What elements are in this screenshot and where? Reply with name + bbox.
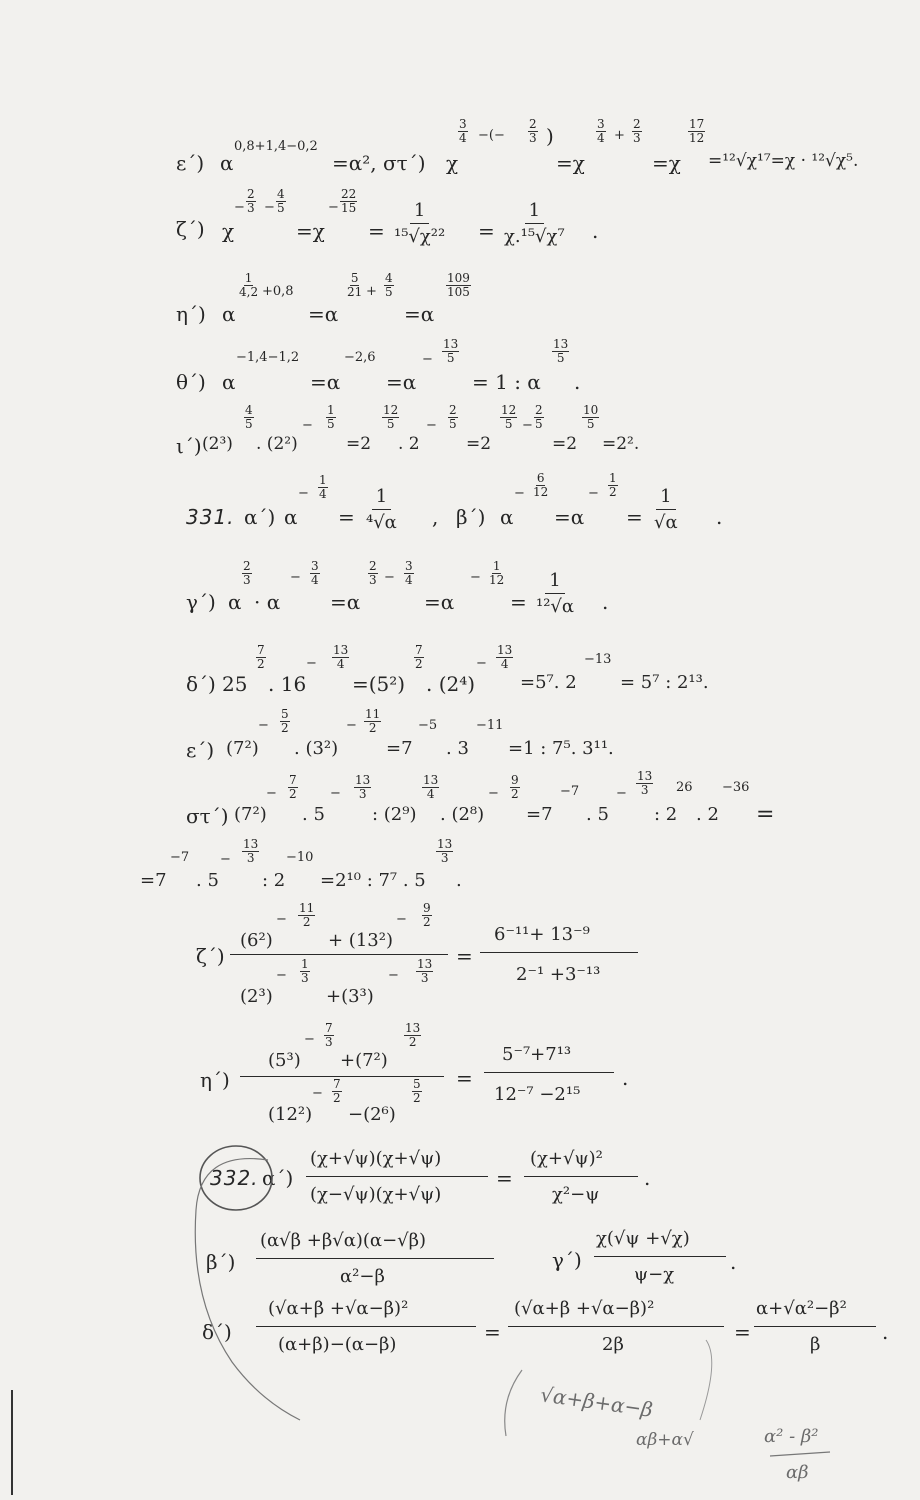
exponent-fraction: 5 2: [413, 1077, 421, 1106]
fraction-left: [230, 900, 450, 1007]
item-label: ζ΄): [176, 217, 205, 241]
exponent-fraction: 109 105: [447, 271, 470, 300]
exponent-fraction: 2 3: [529, 117, 537, 146]
fraction-bar: [230, 954, 448, 955]
exponent-fraction: 2 3: [369, 559, 377, 588]
period: .: [592, 219, 599, 243]
result: =α: [554, 505, 585, 529]
fraction-bar: [480, 952, 638, 953]
result: =χ: [652, 151, 681, 175]
operator: +: [366, 284, 377, 299]
exponent-fraction: 7 2: [415, 643, 423, 672]
term: . 2: [696, 804, 719, 825]
operator: −: [290, 570, 301, 585]
exponent: −11: [476, 718, 504, 733]
fraction: $\frac{1}{\text{¹²√α}}$: [536, 570, 575, 617]
exponent: −36: [722, 780, 750, 795]
exponent-fraction: 5 2: [281, 707, 289, 736]
exponent-fraction: 5 21: [347, 271, 363, 300]
term: =(5²): [352, 672, 406, 696]
operator: −(−: [478, 128, 505, 143]
exponent-tail: +0,8: [262, 284, 294, 299]
item-label: στ΄): [186, 804, 229, 828]
equals: =: [456, 1066, 473, 1090]
exponent-fraction: 13 3: [243, 837, 259, 866]
numerator: (√α+β +√α−β)²: [268, 1298, 409, 1319]
item-label: ζ΄): [196, 944, 225, 968]
fraction-bar: [508, 1326, 724, 1327]
fraction-bar: [256, 1326, 476, 1327]
exponent-fraction: 3 4: [459, 117, 467, 146]
exponent-fraction: 3 4: [597, 117, 605, 146]
operator: −: [298, 486, 309, 501]
exponent-fraction: 13 4: [423, 773, 439, 802]
exponent-fraction: 12 5: [501, 403, 517, 432]
exponent-fraction: 6 12: [533, 471, 549, 500]
fraction-right: [524, 1148, 640, 1214]
exponent-fraction: 13 3: [437, 837, 453, 866]
exponent-fraction: 7 2: [333, 1077, 341, 1106]
term: . (3²): [294, 738, 339, 759]
fraction-bar: [524, 1176, 638, 1177]
operator: −: [312, 1086, 323, 1101]
term: (2³): [240, 986, 273, 1007]
exponent-fraction: 12 5: [383, 403, 399, 432]
term: =7: [526, 804, 553, 825]
operator: −: [304, 1032, 315, 1047]
term: : (2⁹): [372, 804, 417, 825]
item-label: γ΄): [186, 590, 216, 614]
period: .: [882, 1320, 889, 1344]
exponent: −5: [418, 718, 438, 733]
equals: =: [484, 1320, 501, 1344]
result: =χ: [296, 219, 325, 243]
exponent: 0,8+1,4−0,2: [234, 139, 318, 154]
base: χ: [222, 219, 235, 243]
base: α: [222, 302, 236, 326]
result: =1 : 7⁵. 3¹¹.: [508, 738, 614, 759]
term: =2: [466, 434, 492, 454]
result: =χ: [556, 151, 585, 175]
operator: −: [302, 418, 313, 433]
exponent: −7: [170, 850, 190, 865]
fraction-right: [754, 1298, 880, 1364]
operator: −: [266, 786, 277, 801]
result: =¹²√χ¹⁷=χ · ¹²√χ⁵.: [708, 151, 859, 171]
exponent-fraction: 2 5: [535, 403, 543, 432]
problem-number: 332.: [210, 1166, 259, 1190]
operator: −: [306, 656, 317, 671]
exponent-fraction: 1 4: [319, 473, 327, 502]
operator: −: [384, 570, 395, 585]
numerator: 6⁻¹¹+ 13⁻⁹: [494, 924, 590, 945]
operator: −: [470, 570, 481, 585]
term: =2: [346, 434, 372, 454]
item-label: η΄): [200, 1068, 230, 1092]
numerator: 5⁻⁷+7¹³: [502, 1044, 572, 1065]
separator: ,: [432, 505, 439, 529]
fraction-left: [306, 1148, 490, 1214]
operator: −: [476, 656, 487, 671]
fraction-gamma: [594, 1228, 728, 1294]
exponent-fraction: 7 2: [289, 773, 297, 802]
term: =2¹⁰ : 7⁷ . 5: [320, 870, 426, 891]
item-label: η΄): [176, 302, 206, 326]
term: · α: [254, 590, 281, 614]
exponent-fraction: 1 2: [609, 471, 617, 500]
fraction-bar: [594, 1256, 726, 1257]
fraction: $\frac{1}{√\alpha}$: [654, 486, 678, 533]
handwritten-note: αβ+α√: [636, 1430, 694, 1450]
exponent-fraction: 13 3: [637, 769, 653, 798]
exponent-fraction: 2 3: [247, 187, 255, 216]
exponent-fraction: 22 15: [341, 187, 357, 216]
equals: =: [756, 802, 775, 827]
denominator: 12⁻⁷ −2¹⁵: [494, 1084, 581, 1105]
item-label: β΄): [456, 505, 486, 529]
exponent-fraction: 11 2: [299, 901, 315, 930]
exponent-fraction: 1 4,2: [239, 271, 259, 300]
exponent-fraction: 1 12: [489, 559, 505, 588]
term: +(7²): [340, 1050, 388, 1071]
item-label: δ΄): [202, 1320, 232, 1344]
handwritten-note: αβ: [786, 1462, 809, 1483]
exponent-fraction: 2 3: [633, 117, 641, 146]
result: =α: [308, 302, 339, 326]
term: . (2⁸): [440, 804, 485, 825]
operator: −: [422, 352, 433, 367]
item-label: ε΄): [176, 151, 205, 175]
fraction-left: [240, 1020, 446, 1125]
term: . 5: [196, 870, 219, 891]
numerator: (χ+√ψ)²: [530, 1148, 603, 1169]
fraction-bar: [306, 1176, 488, 1177]
term: =2: [552, 434, 578, 454]
term: (5³): [268, 1050, 301, 1071]
exponent: −13: [584, 652, 612, 667]
exponent: −2,6: [344, 350, 376, 365]
result: =α: [386, 370, 417, 394]
equals: =: [368, 219, 385, 243]
fraction: $\frac{1}{\text{χ.¹⁵√χ⁷}}$: [504, 200, 565, 247]
numerator: (√α+β +√α−β)²: [514, 1298, 655, 1319]
exponent-fraction: 11 2: [365, 707, 381, 736]
operator: −: [346, 718, 357, 733]
exponent-fraction: 13 3: [355, 773, 371, 802]
exponent-fraction: 1 3: [301, 957, 309, 986]
term: . 5: [586, 804, 609, 825]
term: . 16: [268, 672, 307, 696]
term: =5⁷. 2: [520, 672, 577, 693]
base: α: [220, 151, 234, 175]
operator: −: [522, 418, 533, 433]
denominator: 2β: [602, 1334, 624, 1355]
exponent-fraction: 9 2: [511, 773, 519, 802]
base: χ: [446, 151, 459, 175]
operator: −: [258, 718, 269, 733]
result: = 1 : α: [472, 370, 541, 394]
exponent-fraction: 4 5: [277, 187, 285, 216]
fraction-bar: [754, 1326, 876, 1327]
term: + (13²): [328, 930, 393, 951]
problem-number: 331.: [186, 505, 235, 529]
equals: =: [626, 505, 643, 529]
base: α: [222, 370, 236, 394]
denominator: β: [810, 1334, 821, 1355]
exponent: −1,4−1,2: [236, 350, 300, 365]
exponent-fraction: 13 3: [417, 957, 433, 986]
exponent-fraction: 13 5: [443, 337, 459, 366]
denominator: α²−β: [340, 1266, 385, 1287]
term: =7: [140, 870, 167, 891]
operator: −: [488, 786, 499, 801]
denominator: (α+β)−(α−β): [278, 1334, 397, 1355]
operator: −: [514, 486, 525, 501]
period: .: [574, 370, 581, 394]
operator: +: [614, 128, 625, 143]
item-label: ε΄): [186, 738, 215, 762]
exponent-fraction: 2 5: [449, 403, 457, 432]
period: .: [644, 1166, 651, 1190]
exponent: −7: [560, 784, 580, 799]
fraction-bar: [256, 1258, 494, 1259]
term: =7: [386, 738, 413, 759]
result: =α: [330, 590, 361, 614]
exponent-fraction: 13 2: [405, 1021, 421, 1050]
fraction-bar: [484, 1072, 614, 1073]
exponent: −10: [286, 850, 314, 865]
term: . 2: [398, 434, 420, 454]
term: . (2²): [256, 434, 298, 454]
term: (2³): [202, 434, 233, 454]
operator: −: [276, 968, 287, 983]
fraction-left: [256, 1298, 478, 1364]
fraction-bar-handwritten: [770, 1452, 830, 1456]
term: −(2⁶): [348, 1104, 396, 1125]
operator: −: [220, 852, 231, 867]
exponent-fraction: 13 5: [553, 337, 569, 366]
operator: −: [396, 912, 407, 927]
operator: −: [234, 200, 245, 215]
equals: =: [496, 1166, 513, 1190]
fraction-right: [480, 924, 640, 994]
item-label: γ΄): [552, 1248, 582, 1272]
base: α: [500, 505, 514, 529]
numerator: χ(√ψ +√χ): [596, 1228, 690, 1249]
operator: −: [264, 200, 275, 215]
operator: −: [616, 786, 627, 801]
period: .: [622, 1066, 629, 1090]
exponent-fraction: 3 4: [405, 559, 413, 588]
denominator: (χ−√ψ)(χ+√ψ): [310, 1184, 442, 1205]
handwritten-note: √α+β+α−β: [538, 1382, 655, 1422]
term: =2².: [602, 434, 640, 454]
exponent-fraction: 17 12: [689, 117, 705, 146]
exponent-fraction: 10 5: [583, 403, 599, 432]
equals: =: [510, 590, 527, 614]
period: .: [730, 1250, 737, 1274]
exponent-fraction: 4 5: [245, 403, 253, 432]
term: . 5: [302, 804, 325, 825]
denominator: ψ−χ: [634, 1264, 675, 1285]
operator: −: [328, 200, 339, 215]
period: .: [716, 505, 723, 529]
denominator: 2⁻¹ +3⁻¹³: [516, 964, 601, 985]
term: (7²): [234, 804, 267, 825]
fraction: $\frac{1}{\text{¹⁵√χ²²}}$: [394, 200, 446, 247]
operator: −: [388, 968, 399, 983]
exponent-fraction: 7 3: [325, 1021, 333, 1050]
operator: −: [426, 418, 437, 433]
pencil-bracket: [505, 1370, 522, 1436]
term: : 2: [654, 804, 678, 825]
paren: ): [546, 124, 554, 148]
numerator: (χ+√ψ)(χ+√ψ): [310, 1148, 442, 1169]
result: =α², στ΄): [332, 151, 426, 175]
period: .: [602, 590, 609, 614]
equals: =: [456, 944, 473, 968]
item-label: α΄): [244, 505, 276, 529]
result: =α: [404, 302, 435, 326]
exponent-fraction: 1 5: [327, 403, 335, 432]
exponent-fraction: 13 4: [497, 643, 513, 672]
result: =α: [310, 370, 341, 394]
term: +(3³): [326, 986, 374, 1007]
exponent-fraction: 2 3: [243, 559, 251, 588]
numerator: (α√β +β√α)(α−√β): [260, 1230, 427, 1251]
term: 25: [222, 672, 248, 696]
fraction-right: [484, 1044, 616, 1114]
exponent-fraction: 7 2: [257, 643, 265, 672]
equals: =: [734, 1320, 751, 1344]
item-label: ι΄): [176, 434, 202, 458]
fraction: $\frac{1}{\text{⁴√α}}$: [366, 486, 397, 533]
period: .: [456, 870, 462, 891]
exponent: 26: [676, 780, 693, 795]
equals: =: [478, 219, 495, 243]
term: (7²): [226, 738, 259, 759]
handwritten-note: α² - β²: [764, 1426, 819, 1447]
term: (12²): [268, 1104, 313, 1125]
term: . 3: [446, 738, 469, 759]
denominator: χ²−ψ: [552, 1184, 600, 1205]
term: . (2⁴): [426, 672, 476, 696]
fraction-beta: [256, 1230, 496, 1296]
item-label: δ΄): [186, 672, 216, 696]
numerator: α+√α²−β²: [756, 1298, 847, 1319]
term: (6²): [240, 930, 273, 951]
item-label: θ΄): [176, 370, 206, 394]
exponent-fraction: 3 4: [311, 559, 319, 588]
base: α: [284, 505, 298, 529]
operator: −: [588, 486, 599, 501]
base: α: [228, 590, 242, 614]
result: = 5⁷ : 2¹³.: [620, 672, 709, 693]
equals: =: [338, 505, 355, 529]
item-label: α΄): [262, 1166, 294, 1190]
operator: −: [276, 912, 287, 927]
result: =α: [424, 590, 455, 614]
exponent-fraction: 4 5: [385, 271, 393, 300]
term: : 2: [262, 870, 286, 891]
operator: −: [330, 786, 341, 801]
exponent-fraction: 9 2: [423, 901, 431, 930]
fraction-middle: [508, 1298, 728, 1364]
exponent-fraction: 13 4: [333, 643, 349, 672]
item-label: β΄): [206, 1250, 236, 1274]
